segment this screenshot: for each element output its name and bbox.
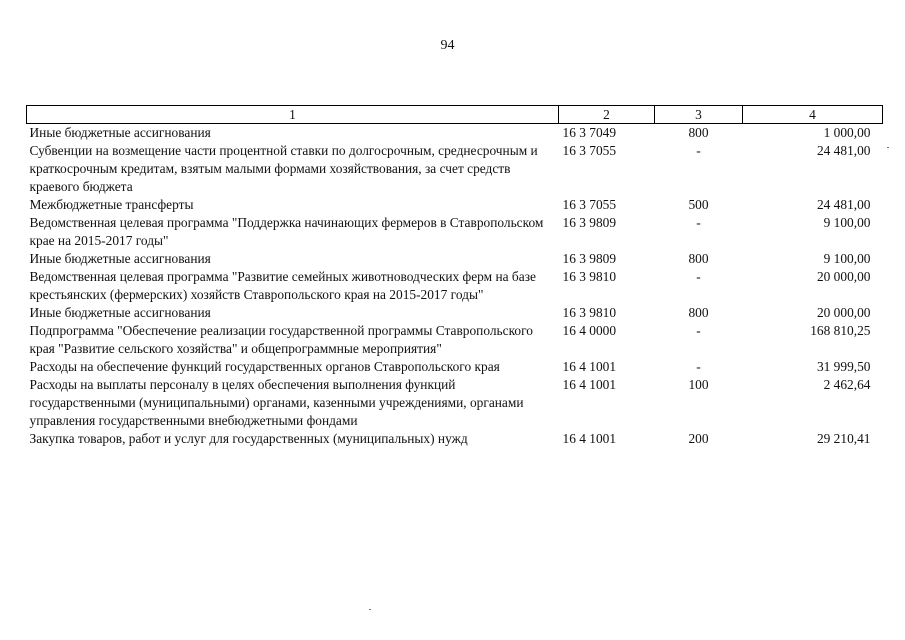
scan-speck xyxy=(887,147,889,148)
row-type: - xyxy=(696,359,701,374)
table-row xyxy=(27,304,883,322)
budget-table xyxy=(26,105,883,448)
row-name: Ведомственная целевая программа "Поддержка начинающих фермеров в Ставропольском крае на 2015-2017 годы" xyxy=(29,215,544,248)
row-type: 200 xyxy=(688,431,709,446)
row-code: 16 3 9810 xyxy=(562,269,617,284)
row-amount: 31 999,50 xyxy=(816,359,871,374)
table-row xyxy=(27,358,883,376)
row-code: 16 3 9809 xyxy=(562,215,617,230)
row-name: Ведомственная целевая программа "Развитие семейных животноводческих ферм на базе крестьянских (фермерских) хозяйств Ставропольского края на 2015-2017 годы" xyxy=(29,269,536,302)
row-amount: 20 000,00 xyxy=(816,269,871,284)
row-name: Расходы на обеспечение функций государственных органов Ставропольского края xyxy=(29,359,500,374)
header-col-2: 2 xyxy=(559,106,655,124)
table-header xyxy=(27,106,883,124)
row-amount: 168 810,25 xyxy=(810,323,871,338)
scan-speck xyxy=(369,609,371,610)
row-name: Иные бюджетные ассигнования xyxy=(29,125,211,140)
row-name: Закупка товаров, работ и услуг для государственных (муниципальных) нужд xyxy=(29,431,468,446)
table-row xyxy=(27,430,883,448)
row-type: 100 xyxy=(688,377,709,392)
table-body xyxy=(27,124,883,449)
header-col-4: 4 xyxy=(743,106,883,124)
row-code: 16 3 7049 xyxy=(562,125,617,140)
row-name: Расходы на выплаты персоналу в целях обеспечения выполнения функций государственными (муниципальными) органами, казенными учреждениями, органами управления государственными внебюджетными фондами xyxy=(29,377,524,428)
row-type: - xyxy=(696,323,701,338)
row-name: Подпрограмма "Обеспечение реализации государственной программы Ставропольского края "Развитие сельского хозяйства" и общепрограммные мероприятия" xyxy=(29,323,533,356)
table-row xyxy=(27,214,883,250)
table-row xyxy=(27,322,883,358)
row-code: 16 3 9809 xyxy=(562,251,617,266)
row-code: 16 3 9810 xyxy=(562,305,617,320)
row-amount: 24 481,00 xyxy=(816,197,871,212)
header-col-1: 1 xyxy=(27,106,559,124)
row-type: - xyxy=(696,269,701,284)
row-type: - xyxy=(696,215,701,230)
page-number: 94 xyxy=(440,38,455,53)
row-amount: 29 210,41 xyxy=(816,431,871,446)
table-row xyxy=(27,124,883,143)
table-row xyxy=(27,196,883,214)
header-row xyxy=(27,106,883,124)
row-code: 16 4 1001 xyxy=(562,431,617,446)
row-type: 800 xyxy=(688,125,709,140)
row-amount: 9 100,00 xyxy=(823,251,871,266)
row-type: 500 xyxy=(688,197,709,212)
table-row xyxy=(27,268,883,304)
row-name: Межбюджетные трансферты xyxy=(29,197,194,212)
row-type: 800 xyxy=(688,251,709,266)
row-amount: 24 481,00 xyxy=(816,143,871,158)
row-amount: 1 000,00 xyxy=(823,125,871,140)
row-name: Субвенции на возмещение части процентной ставки по долгосрочным, среднесрочным и краткосрочным кредитам, взятым малыми формами хозяйствования, за счет средств краевого бюджета xyxy=(29,143,538,194)
row-code: 16 4 1001 xyxy=(562,377,617,392)
row-name: Иные бюджетные ассигнования xyxy=(29,305,211,320)
table-row xyxy=(27,376,883,430)
row-name: Иные бюджетные ассигнования xyxy=(29,251,211,266)
row-type: 800 xyxy=(688,305,709,320)
row-code: 16 4 0000 xyxy=(562,323,617,338)
header-col-3: 3 xyxy=(655,106,743,124)
row-amount: 20 000,00 xyxy=(816,305,871,320)
table-row xyxy=(27,250,883,268)
table-row xyxy=(27,142,883,196)
row-amount: 9 100,00 xyxy=(823,215,871,230)
row-code: 16 3 7055 xyxy=(562,143,617,158)
row-code: 16 3 7055 xyxy=(562,197,617,212)
row-type: - xyxy=(696,143,701,158)
row-amount: 2 462,64 xyxy=(823,377,871,392)
row-code: 16 4 1001 xyxy=(562,359,617,374)
